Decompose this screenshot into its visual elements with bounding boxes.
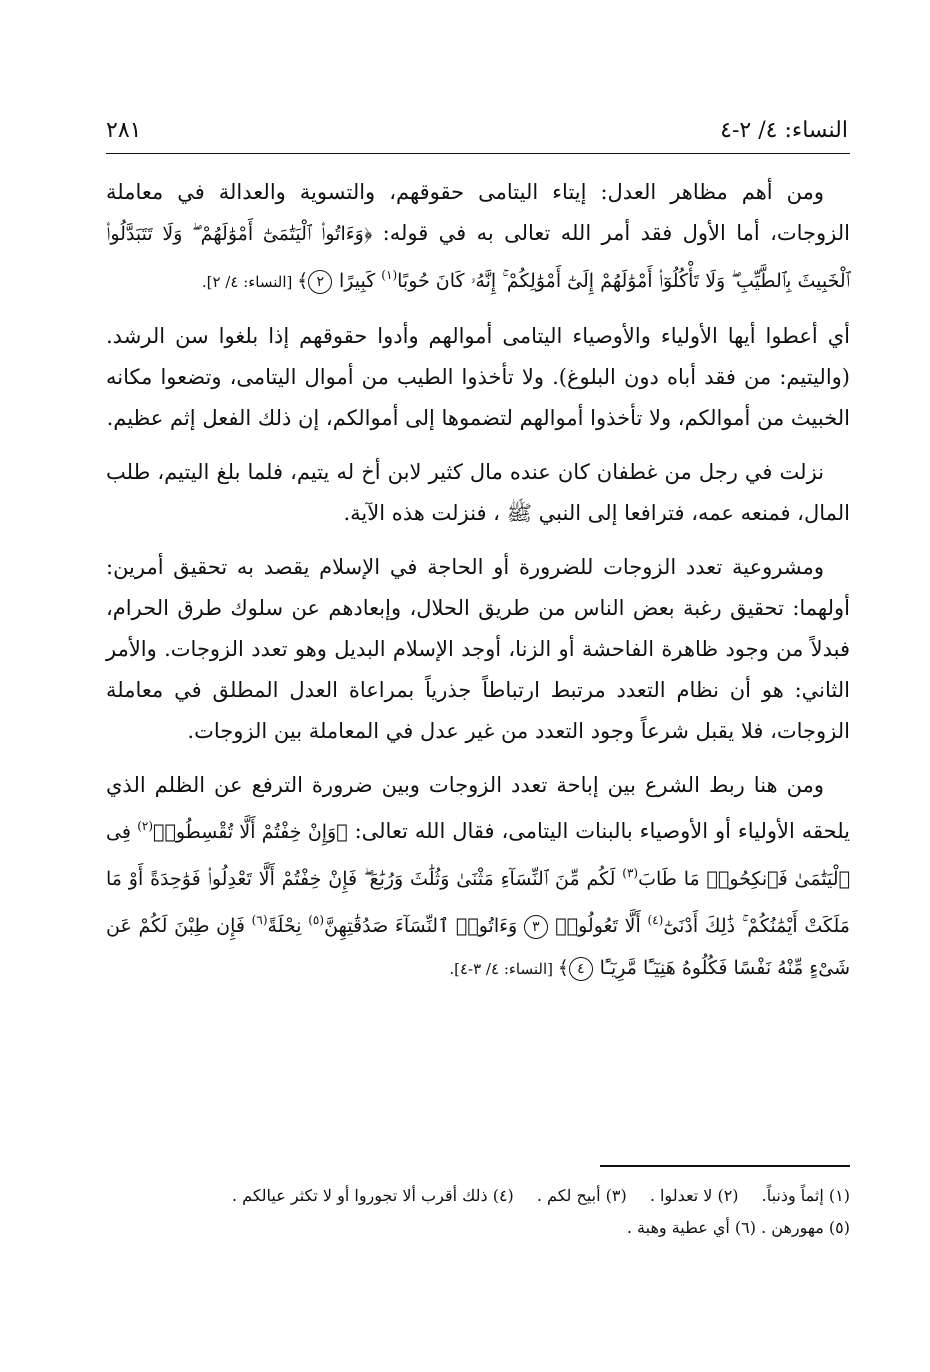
paragraph-4-text: ومشروعية تعدد الزوجات للضرورة أو الحاجة في الإسلام يقصد به تحقيق أمرين: أولهما: تحقيق رغبة بعض الناس من طريق الحلال، وإبعادهم عن سلوك طرق الحرام، فبدلاً من وجود ظاهرة الفاحشة أو الزنا، أوجد الإسلام البديل وهو تعدد الزوجات. والأمر الثاني: هو أن نظام التعدد مرتبط ارتباطاً جذرياً بمراعاة العدل المطلق في معاملة الزوجات، فلا يقبل شرعاً وجود التعدد من غير عدل في المعاملة بين الزوجات. <box>106 555 850 743</box>
footnote-ref-3: (٣) <box>622 866 639 880</box>
footnote-ref-4: (٤) <box>647 913 664 927</box>
quran-verse-2-part-7: فَإِن طِبْنَ لَكُمْ عَن شَىْءٍ مِّنْهُ نَفْسًا فَكُلُوهُ هَنِيٓـًٔا مَّرِيٓـًٔا <box>106 915 850 979</box>
quran-verse-2-part-1: ﴿وَإِنْ خِفْتُمْ أَلَّا تُقْسِطُوا۟ <box>153 821 348 843</box>
running-title: النساء: ٤/ ٢-٤ <box>720 118 848 143</box>
quran-verse-2-part-3: لَكُم مِّنَ ٱلنِّسَآءِ مَثْنَىٰ وَثُلَٰثَ وَرُبَٰعَ ۖ فَإِنْ خِفْتُمْ أَلَّا تَعْدِلُوا۟ فَوَٰحِدَةً أَوْ مَا مَلَكَتْ أَيْمَٰنُكُمْ ۚ ذَٰلِكَ أَدْنَىٰٓ <box>106 868 850 937</box>
ayah-number-mark: ٢ <box>308 270 332 294</box>
quran-verse-2-part-2: فِى ٱلْيَتَٰمَىٰ فَٱنكِحُوا۟ مَا طَابَ <box>106 821 850 890</box>
paragraph-3-text: نزلت في رجل من غطفان كان عنده مال كثير لابن أخ له يتيم، فلما بلغ اليتيم، طلب المال، فمنعه عمه، فترافعا إلى النبي ﷺ ، فنزلت هذه الآية. <box>106 460 850 525</box>
footnote-item: (٤) ذلك أقرب ألا تجوروا أو لا تكثر عيالكم . <box>232 1186 514 1205</box>
paragraph-5-text: ومن هنا ربط الشرع بين إباحة تعدد الزوجات وبين ضرورة الترفع عن الظلم الذي يلحقه الأولياء أو الأوصياء بالبنات اليتامى، فقال الله تعالى: <box>106 773 850 843</box>
quran-verse-2-part-4: أَلَّا تَعُولُوا۟ <box>555 915 648 937</box>
quran-close-bracket: ﴾ <box>297 270 309 292</box>
quran-close-bracket: ﴾ <box>557 957 569 979</box>
paragraph-5 <box>106 765 850 990</box>
footnote-line-1 <box>106 1180 850 1212</box>
footnote-item: (١) إثماً وذنباً. <box>761 1186 850 1205</box>
page-body <box>106 172 850 1003</box>
footnote-line-2: (٥) مهورهن . (٦) أي عطية وهبة . <box>626 1218 850 1237</box>
footnote-ref-1: (١) <box>381 268 398 282</box>
paragraph-1-text: ومن أهم مظاهر العدل: إيتاء اليتامى حقوقهم، والتسوية والعدالة في معاملة الزوجات، أما الأول فقد أمر الله تعالى به في قوله: <box>106 180 850 245</box>
paragraph-2 <box>106 316 850 439</box>
page-number: ٢٨١ <box>106 118 142 143</box>
paragraph-3 <box>106 452 850 534</box>
surah-reference: [النساء: ٤/ ٣-٤]. <box>449 960 558 978</box>
quran-verse-2-part-6: نِحْلَةً <box>267 915 309 937</box>
quran-verse-2-part-5: وَءَاتُوا۟ ٱلنِّسَآءَ صَدُقَٰتِهِنَّ <box>324 915 524 937</box>
page-header <box>106 112 850 152</box>
paragraph-1 <box>106 172 850 303</box>
footnotes <box>106 1180 850 1244</box>
footnote-item: (٢) لا تعدلوا . <box>649 1186 739 1205</box>
footnote-divider <box>600 1165 850 1167</box>
footnote-ref-2: (٢) <box>137 819 154 833</box>
paragraph-4 <box>106 547 850 752</box>
footnote-ref-5: (٥) <box>308 913 325 927</box>
footnote-ref-6: (٦) <box>251 913 268 927</box>
ayah-number-mark: ٤ <box>569 957 593 981</box>
quran-verse-1-end: كَبِيرًا <box>338 270 382 292</box>
ayah-number-mark: ٣ <box>524 915 548 939</box>
paragraph-2-text: أي أعطوا أيها الأولياء والأوصياء اليتامى أموالهم وأدوا حقوقهم إذا بلغوا سن الرشد. (واليتيم: من فقد أباه دون البلوغ). ولا تأخذوا الطيب من أموال اليتامى، وتضعوا مكانه الخبيث من أموالكم، ولا تأخذوا أموالهم لتضموها إلى أموالكم، إن ذلك الفعل إثم عظيم. <box>106 324 850 430</box>
surah-reference: [النساء: ٤/ ٢]. <box>201 273 298 291</box>
footnote-item: (٣) أبيح لكم . <box>536 1186 627 1205</box>
quran-verse-1: ﴿وَءَاتُوا۟ ٱلْيَتَٰمَىٰٓ أَمْوَٰلَهُمْ ۖ وَلَا تَتَبَدَّلُوا۟ ٱلْخَبِيثَ بِٱلطَّيِّبِ ۖ وَلَا تَأْكُلُوٓا۟ أَمْوَٰلَهُمْ إِلَىٰٓ أَمْوَٰلِكُمْ ۚ إِنَّهُۥ كَانَ حُوبًا <box>106 223 850 292</box>
header-divider <box>106 153 850 154</box>
